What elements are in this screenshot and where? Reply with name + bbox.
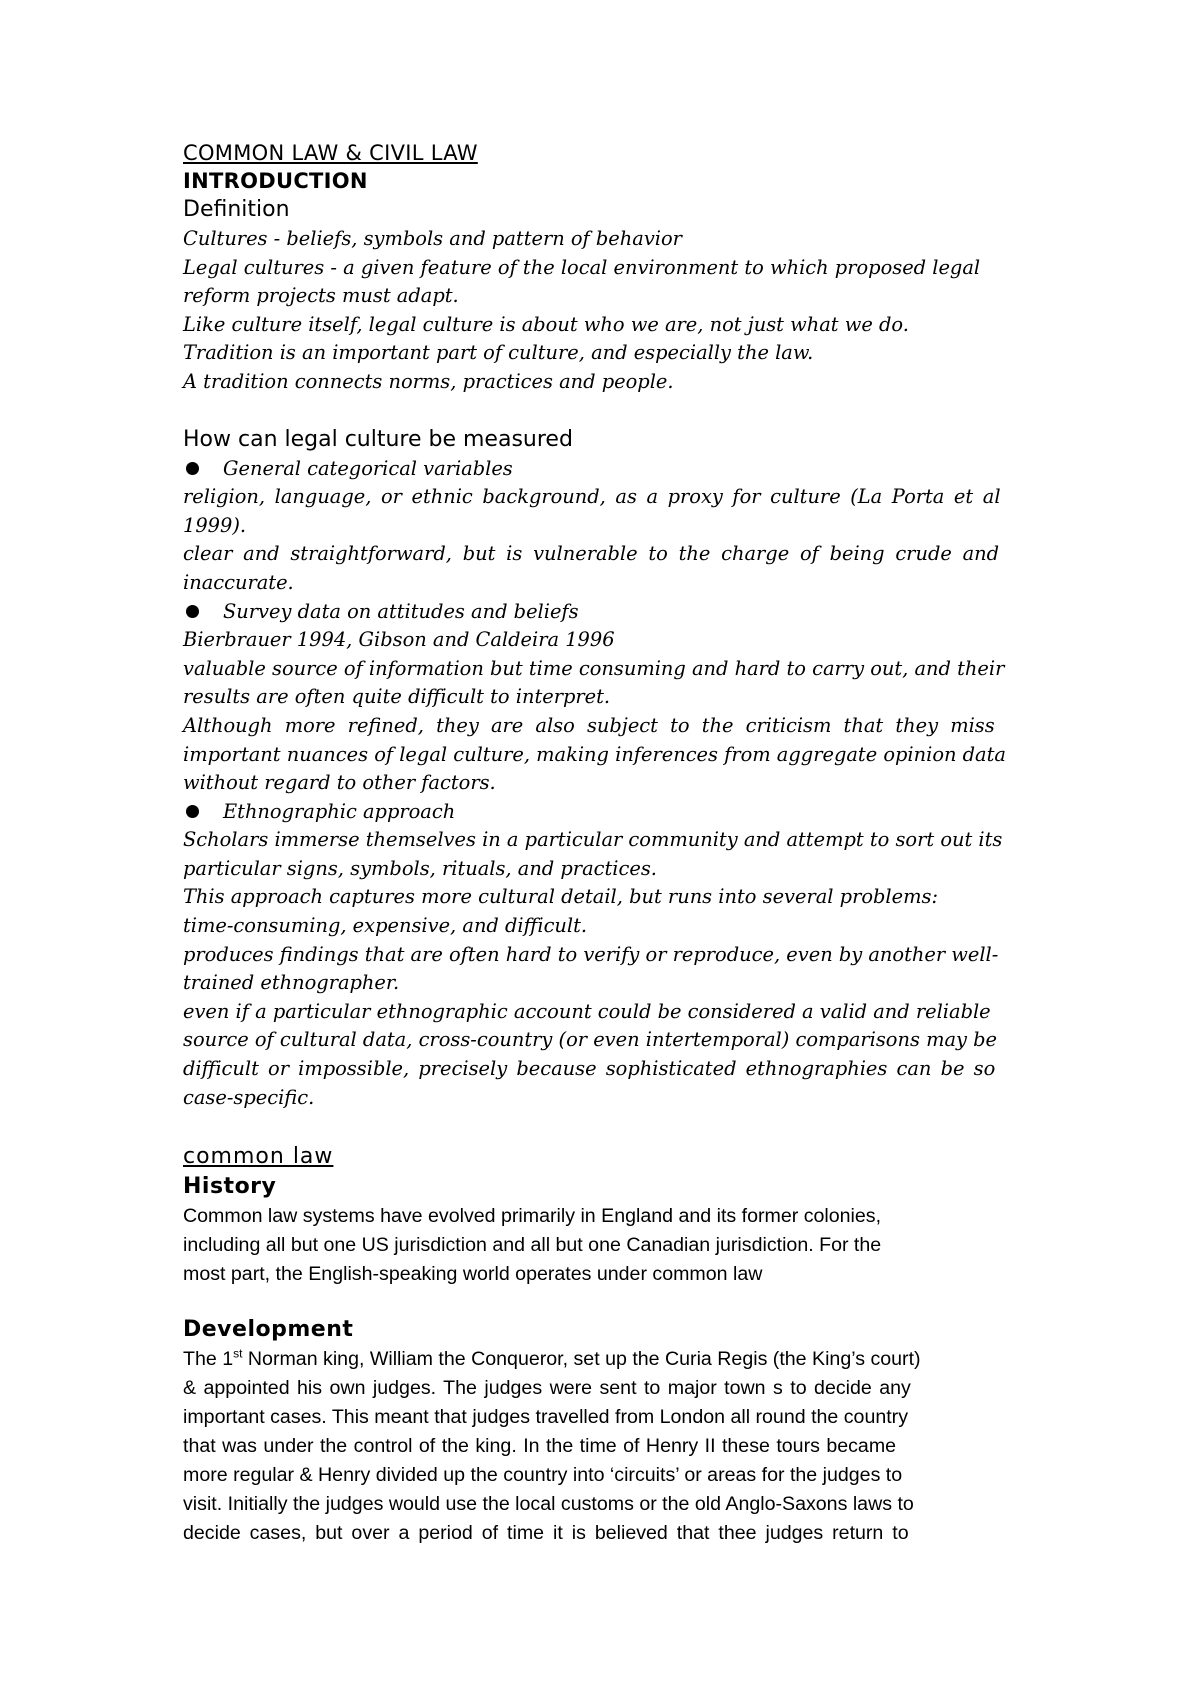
introduction-heading: INTRODUCTION <box>183 169 368 193</box>
definition-heading: Definition <box>183 197 290 222</box>
paragraph-line: & appointed his own judges. The judges were sent to major town s to decide any <box>183 1377 911 1400</box>
history-heading: History <box>183 1174 277 1200</box>
paragraph-line: without regard to other factors. <box>183 771 496 795</box>
paragraph-line: A tradition connects norms, practices and people. <box>183 369 674 393</box>
paragraph-line: source of cultural data, cross-country (or even intertemporal) comparisons may be <box>183 1028 998 1052</box>
paragraph-line <box>183 1345 1025 1374</box>
paragraph-line: including all but one US jurisdiction and all but one Canadian jurisdiction. For the <box>183 1234 882 1257</box>
paragraph-line: Scholars immerse themselves in a particular community and attempt to sort out its <box>183 828 1003 852</box>
paragraph-line: reform projects must adapt. <box>183 284 459 308</box>
paragraph-line: produces findings that are often hard to verify or reproduce, even by another well- <box>183 942 999 966</box>
paragraph-line: decide cases, but over a period of time it is believed that thee judges return to <box>183 1522 909 1545</box>
measure-heading: How can legal culture be measured <box>183 426 573 452</box>
paragraph-line: 1999). <box>183 513 247 537</box>
paragraph-line: Like culture itself, legal culture is about who we are, not just what we do. <box>183 312 909 336</box>
paragraph-line: clear and straightforward, but is vulnerable to the charge of being crude and <box>183 542 1000 566</box>
bullet-item <box>183 598 1025 627</box>
bullet-icon <box>186 805 199 818</box>
bullet-label: Survey data on attitudes and beliefs <box>223 599 579 623</box>
paragraph-line: This approach captures more cultural detail, but runs into several problems: <box>183 885 938 909</box>
paragraph-line: particular signs, symbols, rituals, and practices. <box>183 856 657 880</box>
paragraph-line: time-consuming, expensive, and difficult. <box>183 914 588 938</box>
paragraph-line: Cultures - beliefs, symbols and pattern of behavior <box>183 227 682 250</box>
paragraph-line: trained ethnographer. <box>183 971 400 995</box>
dev-text-post: Norman king, William the Conqueror, set up the Curia Regis (the King’s court) <box>242 1348 921 1371</box>
paragraph-line: important nuances of legal culture, making inferences from aggregate opinion data <box>183 742 1006 766</box>
paragraph-line: that was under the control of the king. In the time of Henry II these tours became <box>183 1435 897 1458</box>
document-title: COMMON LAW & CIVIL LAW <box>183 141 478 165</box>
paragraph-line: visit. Initially the judges would use the local customs or the old Anglo-Saxons laws to <box>183 1493 914 1516</box>
paragraph-line: valuable source of information but time consuming and hard to carry out, and their <box>183 656 1005 680</box>
bullet-item <box>183 455 1025 484</box>
paragraph-line: Tradition is an important part of culture, and especially the law. <box>183 341 814 365</box>
paragraph-line: Bierbrauer 1994, Gibson and Caldeira 1996 <box>183 628 615 652</box>
paragraph-line: Common law systems have evolved primarily in England and its former colonies, <box>183 1205 882 1228</box>
paragraph-line: more regular & Henry divided up the country into ‘circuits’ or areas for the judges to <box>183 1464 903 1487</box>
dev-superscript: st <box>233 1346 243 1361</box>
bullet-icon <box>186 462 199 475</box>
paragraph-line: religion, language, or ethnic background, as a proxy for culture (La Porta et al <box>183 485 1001 509</box>
paragraph-line: difficult or impossible, precisely because sophisticated ethnographies can be so <box>183 1057 996 1081</box>
paragraph-line: inaccurate. <box>183 570 294 594</box>
common-law-heading: common law <box>183 1144 334 1170</box>
paragraph-line: important cases. This meant that judges travelled from London all round the country <box>183 1406 909 1429</box>
paragraph-line: even if a particular ethnographic account could be considered a valid and reliable <box>183 999 991 1023</box>
bullet-icon <box>186 605 199 618</box>
development-heading: Development <box>183 1317 354 1343</box>
bullet-item <box>183 798 1025 827</box>
paragraph-line: Although more refined, they are also subject to the criticism that they miss <box>183 713 995 737</box>
dev-text-pre: The 1 <box>183 1348 234 1371</box>
paragraph-line: Legal cultures - a given feature of the local environment to which proposed legal <box>183 255 981 279</box>
paragraph-line: most part, the English-speaking world operates under common law <box>183 1263 763 1286</box>
definition-block <box>183 225 1025 397</box>
paragraph-line: results are often quite difficult to interpret. <box>183 685 611 709</box>
bullet-label: Ethnographic approach <box>223 799 456 823</box>
bullet-label: General categorical variables <box>223 456 513 480</box>
document-page <box>183 140 1025 1548</box>
paragraph-line: case-specific. <box>183 1085 315 1109</box>
